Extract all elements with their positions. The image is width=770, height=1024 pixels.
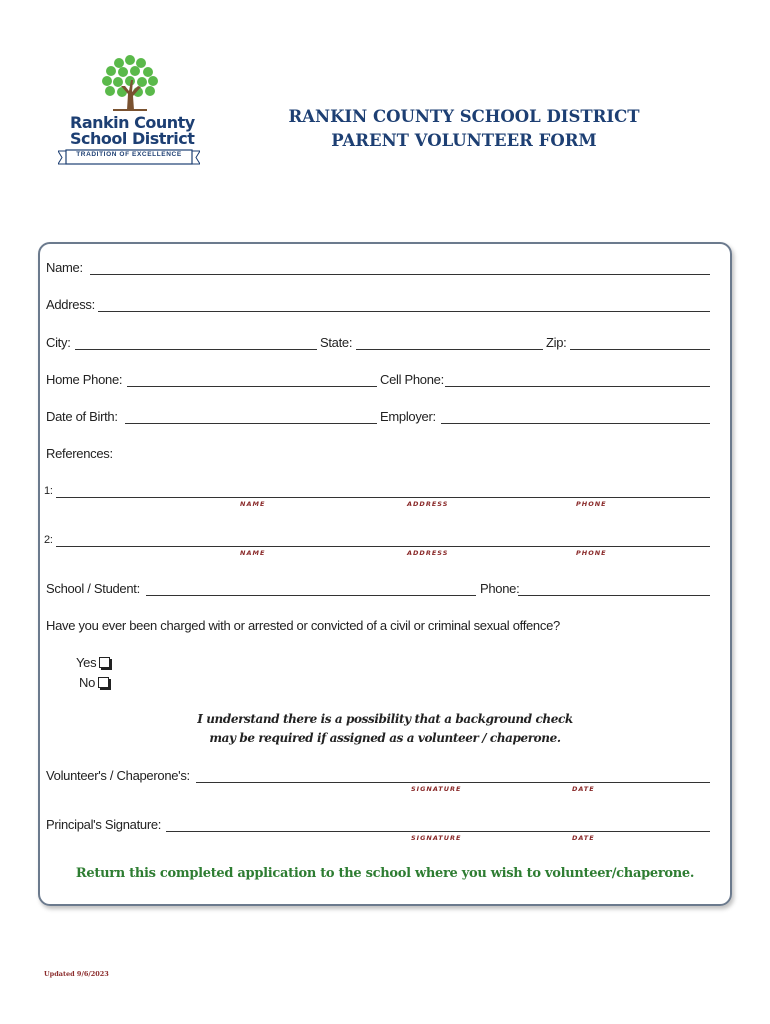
employer-label: Employer: <box>380 409 436 424</box>
cell-phone-field[interactable] <box>445 386 710 387</box>
reference-2-label: 2: <box>44 534 53 546</box>
principal-signature-caption: SIGNATURE <box>411 834 462 842</box>
dob-field[interactable] <box>125 423 377 424</box>
updated-date: Updated 9/6/2023 <box>44 970 109 978</box>
principal-signature-field[interactable] <box>166 831 710 832</box>
volunteer-signature-caption: SIGNATURE <box>411 785 462 793</box>
home-phone-field[interactable] <box>127 386 377 387</box>
home-phone-label: Home Phone: <box>46 372 123 387</box>
page-subtitle: PARENT VOLUNTEER FORM <box>331 131 597 150</box>
school-student-field[interactable] <box>146 595 476 596</box>
school-phone-label: Phone: <box>480 581 520 596</box>
ref1-phone-caption: PHONE <box>576 500 607 508</box>
ref1-name-caption: NAME <box>240 500 266 508</box>
ref2-phone-caption: PHONE <box>576 549 607 557</box>
reference-2-field[interactable] <box>56 546 710 547</box>
address-label: Address: <box>46 297 95 312</box>
offence-question: Have you ever been charged with or arrested or convicted of a civil or criminal sexual offence? <box>46 618 560 633</box>
volunteer-signature-field[interactable] <box>196 782 710 783</box>
cell-phone-label: Cell Phone: <box>380 372 444 387</box>
school-phone-field[interactable] <box>518 595 710 596</box>
no-checkbox[interactable] <box>98 677 109 688</box>
address-field[interactable] <box>98 311 710 312</box>
logo-text-line2: School District <box>70 129 195 148</box>
city-field[interactable] <box>75 349 317 350</box>
no-label: No <box>79 675 96 690</box>
yes-label: Yes <box>76 655 97 670</box>
ref1-address-caption: ADDRESS <box>407 500 449 508</box>
background-check-note-line2: may be required if assigned as a volunteer / chaperone. <box>209 731 561 745</box>
logo-text-line1: Rankin County <box>70 113 195 132</box>
dob-label: Date of Birth: <box>46 409 118 424</box>
ref2-name-caption: NAME <box>240 549 266 557</box>
state-label: State: <box>320 335 353 350</box>
logo-tagline: TRADITION OF EXCELLENCE <box>76 151 182 158</box>
return-instructions: Return this completed application to the school where you wish to volunteer/chaperone. <box>75 866 695 881</box>
zip-label: Zip: <box>546 335 567 350</box>
page-title: RANKIN COUNTY SCHOOL DISTRICT <box>288 107 640 126</box>
yes-option[interactable] <box>76 655 110 670</box>
principal-date-caption: DATE <box>572 834 595 842</box>
form-box <box>38 242 732 906</box>
ref2-address-caption: ADDRESS <box>407 549 449 557</box>
yes-checkbox[interactable] <box>99 657 110 668</box>
reference-1-field[interactable] <box>56 497 710 498</box>
volunteer-date-caption: DATE <box>572 785 595 793</box>
zip-field[interactable] <box>570 349 710 350</box>
no-option[interactable] <box>79 675 109 690</box>
references-label: References: <box>46 446 113 461</box>
state-field[interactable] <box>356 349 543 350</box>
volunteer-signature-label: Volunteer's / Chaperone's: <box>46 768 190 783</box>
school-student-label: School / Student: <box>46 581 140 596</box>
reference-1-label: 1: <box>44 485 53 497</box>
employer-field[interactable] <box>441 423 710 424</box>
name-field[interactable] <box>90 274 710 275</box>
city-label: City: <box>46 335 71 350</box>
principal-signature-label: Principal's Signature: <box>46 817 162 832</box>
name-label: Name: <box>46 260 83 275</box>
background-check-note-line1: I understand there is a possibility that a background check <box>197 712 573 726</box>
